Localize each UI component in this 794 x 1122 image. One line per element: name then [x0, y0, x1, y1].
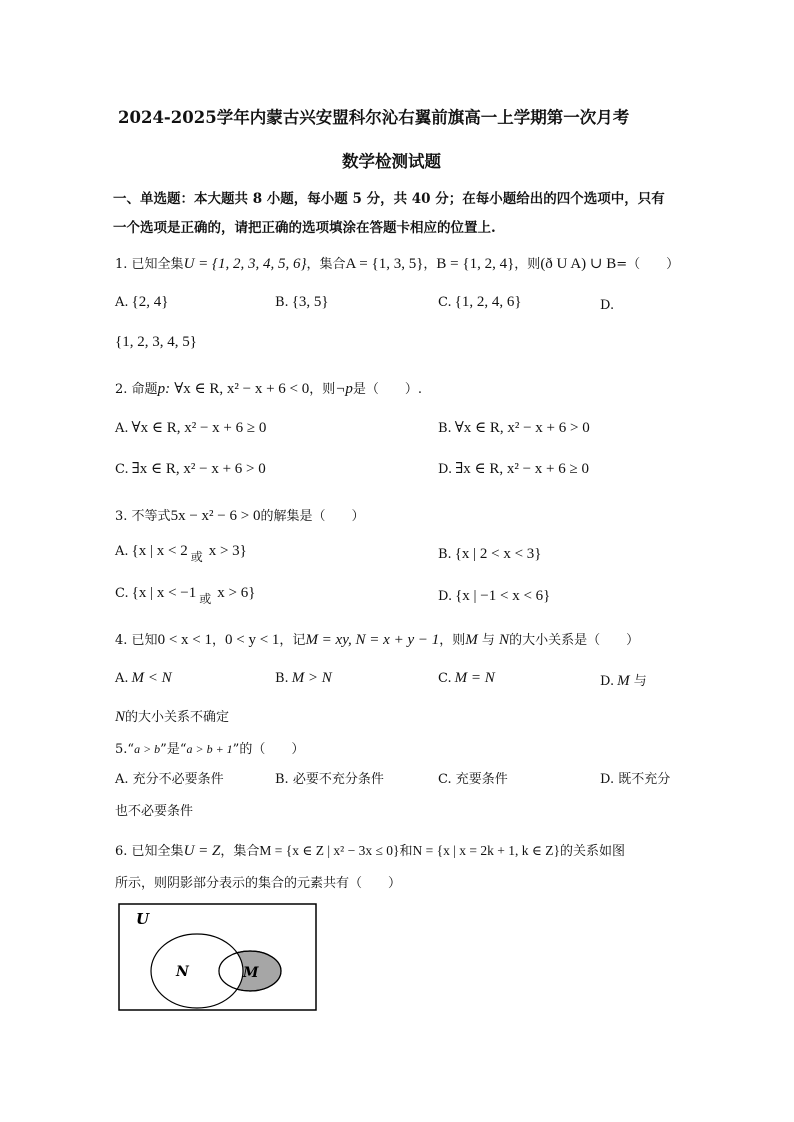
option-c[interactable]: [438, 294, 522, 311]
option-label: B.: [275, 671, 289, 686]
option-value: M: [617, 673, 630, 689]
label-m: M: [243, 965, 259, 981]
option-value: ∀x ∈ R, x² − x + 6 ≥ 0: [131, 420, 267, 436]
math-universal-set: U = Z: [183, 843, 221, 859]
math-set-m: M = {x ∈ Z | x² − 3x ≤ 0}: [259, 843, 400, 858]
question-text: ，则: [309, 382, 336, 397]
question-text: 的关系如图: [559, 844, 625, 859]
option-label: C.: [438, 295, 452, 310]
option-d[interactable]: [600, 670, 647, 690]
option-label: D.: [438, 462, 453, 477]
option-value: {1, 2, 4, 6}: [454, 294, 522, 310]
option-value: {x | x < −1: [131, 585, 197, 601]
option-value: {x | x < 2: [131, 543, 188, 559]
option-b[interactable]: [438, 418, 590, 437]
question-text: 与: [481, 633, 495, 648]
option-c[interactable]: [438, 670, 495, 687]
option-value: 既不充分: [618, 772, 671, 787]
question-text: ，: [211, 633, 225, 648]
question-text: ，记: [279, 633, 306, 648]
option-a[interactable]: [115, 542, 247, 564]
math-inequality: 5x − x² − 6 > 0: [170, 508, 261, 524]
option-value: {x | −1 < x < 6}: [455, 588, 551, 604]
question-text: =（ ）: [616, 257, 680, 272]
math-set-a: A = {1, 3, 5}: [345, 256, 424, 272]
option-value: 必要不充分条件: [292, 772, 384, 787]
option-label: C.: [115, 586, 129, 601]
option-label: D.: [600, 674, 615, 689]
option-d[interactable]: [600, 298, 614, 313]
option-label: A.: [115, 544, 129, 559]
option-or: 或: [199, 592, 212, 606]
option-d-continued: [115, 706, 229, 726]
option-value: M < N: [131, 670, 172, 686]
option-value: ∃x ∈ R, x² − x + 6 ≥ 0: [455, 461, 589, 477]
question-text: ，则: [514, 257, 541, 272]
question-text: 的解集是（ ）: [260, 509, 365, 524]
question-text: 命题: [131, 382, 158, 397]
option-label: D.: [438, 589, 453, 604]
question-6-line-2: 所示，则阴影部分表示的集合的元素共有（ ）: [115, 876, 402, 891]
section-heading-line-2: 一个选项是正确的，请把正确的选项填涂在答题卡相应的位置上.: [113, 220, 496, 236]
question-text: 已知全集: [131, 257, 184, 272]
venn-diagram: [118, 903, 317, 1011]
math-set-b: B = {1, 2, 4}: [436, 256, 515, 272]
math-var-n: N: [499, 632, 510, 648]
math-proposition-p: p:: [157, 381, 171, 397]
option-label: B.: [275, 772, 289, 787]
question-number: 2.: [115, 382, 128, 397]
option-text: 与: [633, 674, 647, 689]
label-u: U: [136, 910, 150, 928]
option-label: D.: [600, 772, 615, 787]
question-3: [115, 505, 364, 525]
question-text: 已知全集: [131, 844, 184, 859]
question-number: 6.: [115, 844, 128, 859]
option-a[interactable]: [115, 294, 168, 311]
option-label: A.: [115, 295, 129, 310]
option-text: 的大小关系不确定: [125, 710, 230, 725]
option-label: C.: [438, 671, 452, 686]
math-definitions: M = xy, N = x + y − 1: [305, 632, 440, 648]
option-d-value: {1, 2, 3, 4, 5}: [115, 334, 197, 350]
math-condition-2: a > b + 1: [186, 742, 233, 756]
math-expression: (ð U A) ∪ B: [540, 256, 617, 272]
page-title-line-2: 数学检测试题: [342, 152, 441, 171]
option-value: {2, 4}: [131, 294, 169, 310]
option-label: B.: [275, 295, 289, 310]
option-value: {x | 2 < x < 3}: [454, 546, 542, 562]
option-label: B.: [438, 547, 452, 562]
math-negation: ¬p: [335, 381, 353, 397]
option-label: A.: [115, 772, 129, 787]
math-var-m: M: [465, 632, 478, 648]
option-d[interactable]: [438, 588, 550, 605]
option-label: D.: [600, 298, 615, 313]
question-text: ，: [423, 257, 437, 272]
option-d[interactable]: [438, 459, 589, 478]
option-value: x > 3}: [208, 543, 247, 559]
question-6: [115, 840, 625, 860]
option-value: M = N: [454, 670, 495, 686]
question-1: [115, 253, 679, 273]
option-label: B.: [438, 421, 452, 436]
option-b[interactable]: [438, 546, 542, 563]
question-2: [115, 378, 422, 398]
math-condition-x: 0 < x < 1: [157, 632, 212, 648]
option-label: C.: [438, 772, 452, 787]
option-b[interactable]: [275, 768, 384, 787]
math-condition-1: a > b: [134, 742, 161, 756]
option-a[interactable]: [115, 418, 266, 437]
question-text: 已知: [131, 633, 158, 648]
option-d-continued: 也不必要条件: [115, 804, 194, 819]
option-value: 充要条件: [455, 772, 508, 787]
question-text: 和: [399, 844, 413, 859]
question-text: ，集合: [220, 844, 260, 859]
option-value: {3, 5}: [291, 294, 329, 310]
question-text: ，集合: [306, 257, 346, 272]
question-text: 是（ ）.: [352, 382, 423, 397]
option-value: ∃x ∈ R, x² − x + 6 > 0: [131, 461, 266, 477]
option-d[interactable]: [600, 768, 670, 787]
question-5: [115, 738, 304, 757]
math-set-n: N = {x | x = 2k + 1, k ∈ Z}: [412, 843, 560, 858]
option-or: 或: [190, 550, 203, 564]
question-number: 5.: [115, 742, 128, 757]
option-c[interactable]: [115, 459, 266, 478]
page-title-line-1: 2024-2025学年内蒙古兴安盟科尔沁右翼前旗高一上学期第一次月考: [118, 108, 630, 127]
question-number: 1.: [115, 257, 128, 272]
question-text: 不等式: [131, 509, 171, 524]
math-condition-y: 0 < y < 1: [225, 632, 280, 648]
option-a[interactable]: [115, 670, 172, 687]
label-n: N: [176, 964, 189, 980]
question-text: ，则: [439, 633, 466, 648]
option-b[interactable]: [275, 670, 332, 687]
question-text: ”的（ ）: [232, 742, 305, 757]
question-4: [115, 629, 639, 649]
math-universal-set: U = {1, 2, 3, 4, 5, 6}: [183, 256, 307, 272]
option-b[interactable]: [275, 294, 329, 311]
option-value: M > N: [291, 670, 332, 686]
question-text: ”是“: [160, 742, 187, 757]
question-text: 的大小关系是（ ）: [509, 633, 640, 648]
option-c[interactable]: [438, 768, 508, 787]
question-number: 4.: [115, 633, 128, 648]
math-proposition: ∀x ∈ R, x² − x + 6 < 0: [174, 381, 310, 397]
option-c[interactable]: [115, 584, 256, 606]
option-label: A.: [115, 671, 129, 686]
section-heading-line-1: 一、单选题：本大题共 8 小题，每小题 5 分，共 40 分；在每小题给出的四个选项中，只有: [113, 191, 665, 207]
option-value: 充分不必要条件: [132, 772, 224, 787]
question-number: 3.: [115, 509, 128, 524]
option-a[interactable]: [115, 768, 224, 787]
math-var-n: N: [115, 709, 126, 725]
option-label: C.: [115, 462, 129, 477]
option-value: x > 6}: [217, 585, 256, 601]
option-value: ∀x ∈ R, x² − x + 6 > 0: [454, 420, 590, 436]
option-label: A.: [115, 421, 129, 436]
question-text: “: [127, 742, 135, 757]
